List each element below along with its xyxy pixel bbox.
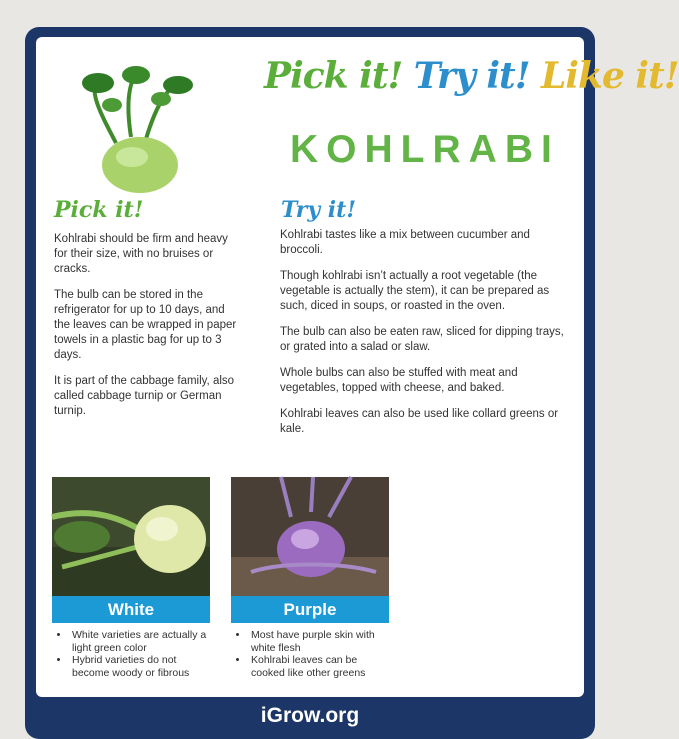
pick-paragraph: It is part of the cabbage family, also called cabbage turnip or German turnip. xyxy=(54,375,235,417)
footer-site-link[interactable]: iGrow.org xyxy=(260,704,360,727)
variety-name: White xyxy=(52,596,210,623)
pick-section xyxy=(54,232,240,430)
kohlrabi-hero-image xyxy=(76,65,196,195)
try-paragraph: Though kohlrabi isn’t actually a root vegetable (the vegetable is actually the stem), it can be prepared as such, diced in soups, or roasted in the oven. xyxy=(280,270,550,312)
pick-paragraph: Kohlrabi should be firm and heavy for their size, with no bruises or cracks. xyxy=(54,233,228,275)
list-item: • Hybrid varieties do not become woody or fibrous xyxy=(70,654,210,679)
pick-heading: Pick it! xyxy=(54,197,144,223)
try-paragraph: Kohlrabi tastes like a mix between cucumber and broccoli. xyxy=(280,229,530,256)
variety-bullets xyxy=(52,629,210,679)
content-panel xyxy=(36,37,679,697)
try-section xyxy=(280,228,570,448)
slogan-pick: Pick it! xyxy=(264,55,403,97)
poster-frame xyxy=(25,27,679,739)
list-item: • Kohlrabi leaves can be cooked like other greens xyxy=(249,654,389,679)
slogan-try: Try it! xyxy=(413,55,530,97)
slogan xyxy=(264,55,679,97)
variety-bullets xyxy=(231,629,389,679)
variety-card-purple xyxy=(231,477,389,679)
try-paragraph: Whole bulbs can also be stuffed with meat and vegetables, topped with cheese, and baked. xyxy=(280,367,518,394)
list-item: • White varieties are actually a light green color xyxy=(70,629,210,654)
white-kohlrabi-photo xyxy=(52,477,210,596)
variety-card-white xyxy=(52,477,210,679)
pick-paragraph: The bulb can be stored in the refrigerator for up to 10 days, and the leaves can be wrapped in paper towels in a plastic bag for up to 3 days. xyxy=(54,289,237,361)
try-paragraph: The bulb can also be eaten raw, sliced for dipping trays, or grated into a salad or slaw. xyxy=(280,326,564,353)
try-paragraph: Kohlrabi leaves can also be used like collard greens or kale. xyxy=(280,408,559,435)
variety-name: Purple xyxy=(231,596,389,623)
page-title: KOHLRABI xyxy=(290,128,560,171)
list-item: • Most have purple skin with white flesh xyxy=(249,629,389,654)
purple-kohlrabi-photo xyxy=(231,477,389,596)
slogan-like: Like it! xyxy=(541,55,679,97)
try-heading: Try it! xyxy=(281,197,356,223)
